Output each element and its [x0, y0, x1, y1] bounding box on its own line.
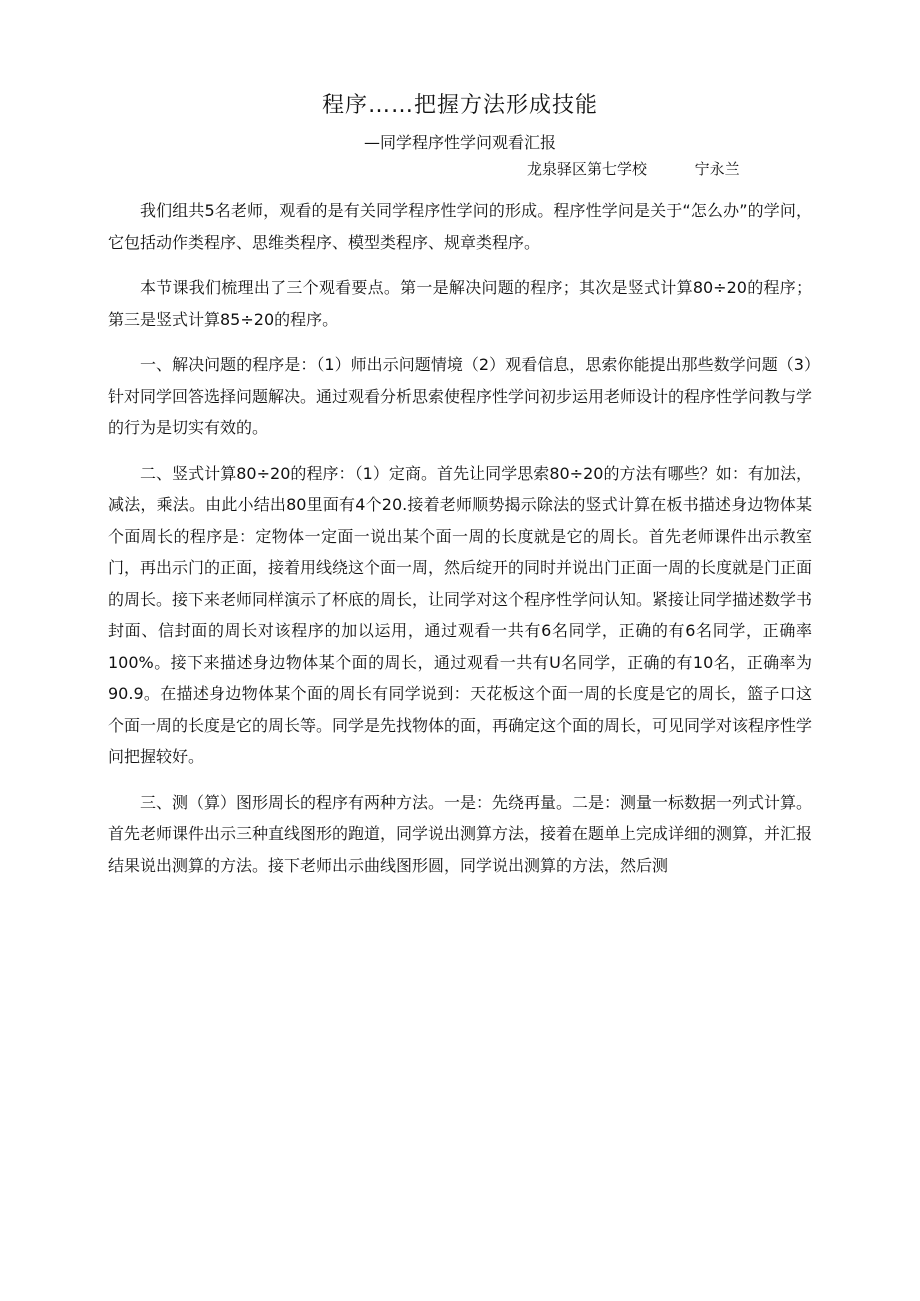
document-subtitle: —同学程序性学问观看汇报: [363, 133, 556, 152]
document-body: [108, 195, 812, 895]
paragraph: 三、测（算）图形周长的程序有两种方法。一是：先绕再量。二是：测量一标数据一列式计算。首先老师课件出示三种直线图形的跑道，同学说出测算方法，接着在题单上完成详细的测算，并汇报结果说出测算的方法。接下老师出示曲线图形圆，同学说出测算的方法，然后测: [108, 792, 813, 875]
paragraph: 二、竖式计算80÷20的程序：（1）定商。首先让同学思索80÷20的方法有哪些？如：有加法，减法，乘法。由此小结出80里面有4个20.接着老师顺势揭示除法的竖式计算在板书描述身边物体某个面周长的程序是：定物体一定面一说出某个面一周的长度就是它的周长。首先老师课件出示教室门，再出示门的正面，接着用线绕这个面一周，然后绽开的同时并说出门正面一周的长度就是门正面的周长。接下来老师同样演示了杯底的周长，让同学对这个程序性学问认知。紧接让同学描述数学书封面、信封面的周长对该程序的加以运用，通过观看一共有6名同学，正确的有6名同学，正确率100%。接下来描述身边物体某个面的周长，通过观看一共有U名同学，正确的有10名，正确率为90.9。在描述身边物体某个面的周长有同学说到：天花板这个面一周的长度是它的周长，篮子口这个面一周的长度是它的周长等。同学是先找物体的面，再确定这个面的周长，可见同学对该程序性学问把握较好。: [108, 463, 813, 766]
paragraph: 我们组共5名老师，观看的是有关同学程序性学问的形成。程序性学问是关于“怎么办”的学问，它包括动作类程序、思维类程序、模型类程序、规章类程序。: [108, 201, 812, 252]
author-line: 龙泉驿区第七学校 宁永兰: [527, 160, 740, 178]
document-title: 程序……把握方法形成技能: [321, 93, 598, 118]
paragraph: 本节课我们梳理出了三个观看要点。第一是解决问题的程序；其次是竖式计算80÷20的程序；第三是竖式计算85÷20的程序。: [108, 278, 812, 329]
paragraph: 一、解决问题的程序是：（1）师出示问题情境（2）观看信息，思索你能提出那些数学问题（3）针对同学回答选择问题解决。通过观看分析思索使程序性学问初步运用老师设计的程序性学问教与学的行为是切实有效的。: [108, 355, 813, 437]
